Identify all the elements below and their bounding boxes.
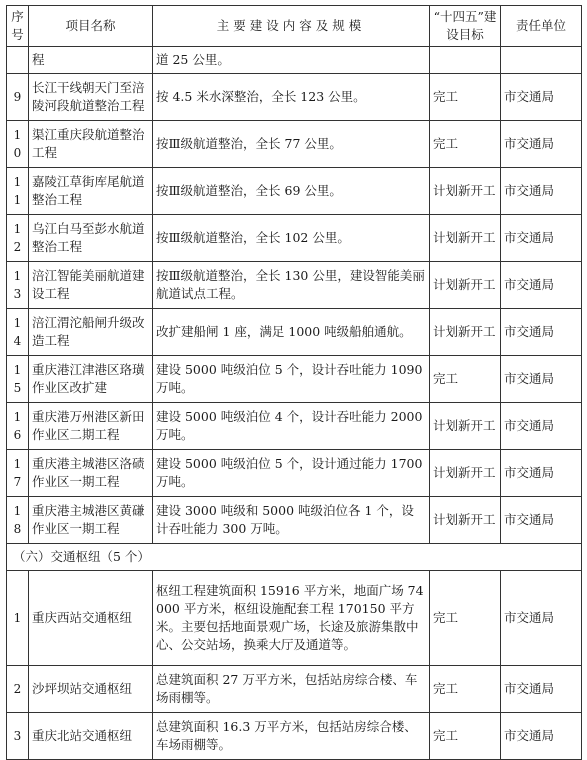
header-unit: 责任单位 (501, 6, 582, 47)
row-name: 重庆北站交通枢纽 (29, 713, 153, 760)
row-index: 2 (7, 666, 29, 713)
row-name: 嘉陵江草街库尾航道整治工程 (29, 168, 153, 215)
row-content: 建设 3000 吨级和 5000 吨级泊位各 1 个，设计吞吐能力 300 万吨。 (153, 497, 430, 544)
header-target: “十四五”建设目标 (430, 6, 501, 47)
row-unit: 市交通局 (501, 571, 582, 666)
row-unit: 市交通局 (501, 713, 582, 760)
row-content: 按Ⅲ级航道整治，全长 69 公里。 (153, 168, 430, 215)
table-row (7, 309, 582, 356)
row-name: 重庆港主城港区黄磏作业区一期工程 (29, 497, 153, 544)
row-name: 长江干线朝天门至涪陵河段航道整治工程 (29, 74, 153, 121)
row-target: 完工 (430, 121, 501, 168)
row-index: 11 (7, 168, 29, 215)
row-unit: 市交通局 (501, 403, 582, 450)
row-index: 10 (7, 121, 29, 168)
row-target: 完工 (430, 666, 501, 713)
header-name: 项目名称 (29, 6, 153, 47)
row-target: 计划新开工 (430, 403, 501, 450)
row-target: 计划新开工 (430, 215, 501, 262)
row-name: 涪江智能美丽航道建设工程 (29, 262, 153, 309)
row-content: 按Ⅲ级航道整治，全长 102 公里。 (153, 215, 430, 262)
row-name: 重庆港江津港区珞璜作业区改扩建 (29, 356, 153, 403)
row-target: 计划新开工 (430, 497, 501, 544)
row-unit (501, 47, 582, 74)
row-content: 建设 5000 吨级泊位 5 个，设计通过能力 1700 万吨。 (153, 450, 430, 497)
row-target: 计划新开工 (430, 309, 501, 356)
row-unit: 市交通局 (501, 215, 582, 262)
row-index: 17 (7, 450, 29, 497)
row-content: 建设 5000 吨级泊位 4 个，设计吞吐能力 2000 万吨。 (153, 403, 430, 450)
row-target: 计划新开工 (430, 168, 501, 215)
table-row (7, 571, 582, 666)
table-row (7, 713, 582, 760)
row-index: 9 (7, 74, 29, 121)
row-name: 沙坪坝站交通枢纽 (29, 666, 153, 713)
row-content: 建设 5000 吨级泊位 5 个，设计吞吐能力 1090 万吨。 (153, 356, 430, 403)
row-content: 按Ⅲ级航道整治，全长 77 公里。 (153, 121, 430, 168)
row-unit: 市交通局 (501, 666, 582, 713)
row-unit: 市交通局 (501, 497, 582, 544)
row-content: 总建筑面积 27 万平方米，包括站房综合楼、车场雨棚等。 (153, 666, 430, 713)
table-row (7, 47, 582, 74)
row-target: 计划新开工 (430, 450, 501, 497)
row-unit: 市交通局 (501, 121, 582, 168)
row-content: 道 25 公里。 (153, 47, 430, 74)
row-name: 重庆港万州港区新田作业区二期工程 (29, 403, 153, 450)
table-row (7, 356, 582, 403)
table-row (7, 497, 582, 544)
header-row (7, 6, 582, 47)
table-row (7, 168, 582, 215)
row-unit: 市交通局 (501, 450, 582, 497)
row-unit: 市交通局 (501, 262, 582, 309)
section-title: （六）交通枢纽（5 个） (7, 544, 582, 571)
row-content: 枢纽工程建筑面积 15916 平方米，地面广场 74000 平方米，枢纽设施配套工程 170150 平方米。主要包括地面景观广场，长途及旅游集散中心、公交站场，换乘大厅及通道等。 (153, 571, 430, 666)
row-name: 重庆西站交通枢纽 (29, 571, 153, 666)
row-name: 重庆港主城港区洛碛作业区一期工程 (29, 450, 153, 497)
row-index: 1 (7, 571, 29, 666)
row-index: 3 (7, 713, 29, 760)
project-table (6, 5, 582, 760)
row-unit: 市交通局 (501, 356, 582, 403)
row-index: 12 (7, 215, 29, 262)
row-target: 完工 (430, 571, 501, 666)
table-row (7, 666, 582, 713)
row-content: 按Ⅲ级航道整治，全长 130 公里，建设智能美丽航道试点工程。 (153, 262, 430, 309)
table-row (7, 262, 582, 309)
row-target: 完工 (430, 356, 501, 403)
section-row (7, 544, 582, 571)
row-index: 15 (7, 356, 29, 403)
row-index: 13 (7, 262, 29, 309)
row-target (430, 47, 501, 74)
header-content: 主要建设内容及规模 (153, 6, 430, 47)
row-name: 程 (29, 47, 153, 74)
row-name: 涪江渭沱船闸升级改造工程 (29, 309, 153, 356)
table-row (7, 121, 582, 168)
row-content: 改扩建船闸 1 座，满足 1000 吨级船舶通航。 (153, 309, 430, 356)
row-index: 14 (7, 309, 29, 356)
row-name: 乌江白马至彭水航道整治工程 (29, 215, 153, 262)
table-row (7, 403, 582, 450)
table-row (7, 450, 582, 497)
row-unit: 市交通局 (501, 74, 582, 121)
row-index (7, 47, 29, 74)
row-index: 16 (7, 403, 29, 450)
row-target: 计划新开工 (430, 262, 501, 309)
row-index: 18 (7, 497, 29, 544)
table-row (7, 74, 582, 121)
row-unit: 市交通局 (501, 309, 582, 356)
header-index: 序号 (7, 6, 29, 47)
row-name: 渠江重庆段航道整治工程 (29, 121, 153, 168)
row-unit: 市交通局 (501, 168, 582, 215)
row-target: 完工 (430, 74, 501, 121)
row-target: 完工 (430, 713, 501, 760)
row-content: 总建筑面积 16.3 万平方米，包括站房综合楼、车场雨棚等。 (153, 713, 430, 760)
table-row (7, 215, 582, 262)
row-content: 按 4.5 米水深整治，全长 123 公里。 (153, 74, 430, 121)
